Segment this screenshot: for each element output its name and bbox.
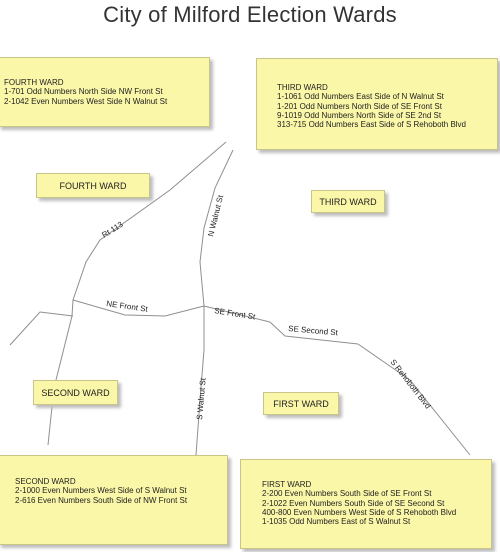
first-ward-label: FIRST WARD [263, 392, 339, 415]
third-ward-info-heading: THIRD WARD [277, 83, 328, 92]
second-ward-info-line: 2-1000 Even Numbers West Side of S Walnut St [15, 486, 187, 496]
third-ward-info-line: 1-201 Odd Numbers North Side of SE Front St [277, 101, 442, 111]
first-ward-info-box [240, 459, 492, 549]
s-rehoboth-road [358, 344, 470, 455]
second-ward-info-line: 2-616 Even Numbers South Side of NW Front St [15, 495, 188, 505]
fourth-ward-info-box [0, 57, 210, 127]
first-ward-info-line: 2-1022 Even Numbers South Side of SE Second St [262, 498, 445, 508]
first-ward-info-heading: FIRST WARD [262, 480, 312, 489]
ne-front-label: NE Front St [105, 299, 149, 314]
s-walnut-label: S Walnut St [195, 377, 208, 421]
se-second-label: SE Second St [287, 324, 339, 338]
first-ward-info-line: 400-800 Even Numbers West Side of S Rehoboth Blvd [262, 507, 457, 517]
fourth-ward-info-line: 1-701 Odd Numbers North Side NW Front St [4, 87, 163, 97]
n-walnut-label: N Walnut St [206, 194, 226, 238]
second-ward-info-heading: SECOND WARD [15, 477, 76, 486]
first-ward-info-line: 2-200 Even Numbers South Side of SE Front St [262, 489, 432, 499]
se-front-label: SE Front St [213, 306, 256, 322]
s-rehoboth-label: S Rehoboth Blvd [388, 357, 433, 411]
third-ward-info-line: 1-1061 Odd Numbers East Side of N Walnut St [277, 92, 444, 102]
third-ward-label: THIRD WARD [311, 190, 385, 213]
fourth-ward-info-line: 2-1042 Even Numbers West Side N Walnut St [4, 96, 168, 106]
fourth-ward-info-heading: FOURTH WARD [4, 78, 64, 87]
rt113-label: Rt 113 [100, 219, 125, 240]
fourth-ward-label: FOURTH WARD [36, 173, 150, 198]
map-title: City of Milford Election Wards [103, 2, 397, 27]
third-ward-info-line: 9-1019 Odd Numbers North Side of SE 2nd St [277, 110, 442, 120]
west-spur-road [10, 312, 73, 345]
third-ward-info-line: 313-715 Odd Numbers East Side of S Rehoboth Blvd [277, 120, 466, 130]
second-ward-info-box [0, 455, 228, 545]
third-ward-info-box [256, 58, 498, 150]
first-ward-info-line: 1-1035 Odd Numbers East of S Walnut St [262, 517, 411, 527]
second-ward-label: SECOND WARD [33, 380, 118, 405]
